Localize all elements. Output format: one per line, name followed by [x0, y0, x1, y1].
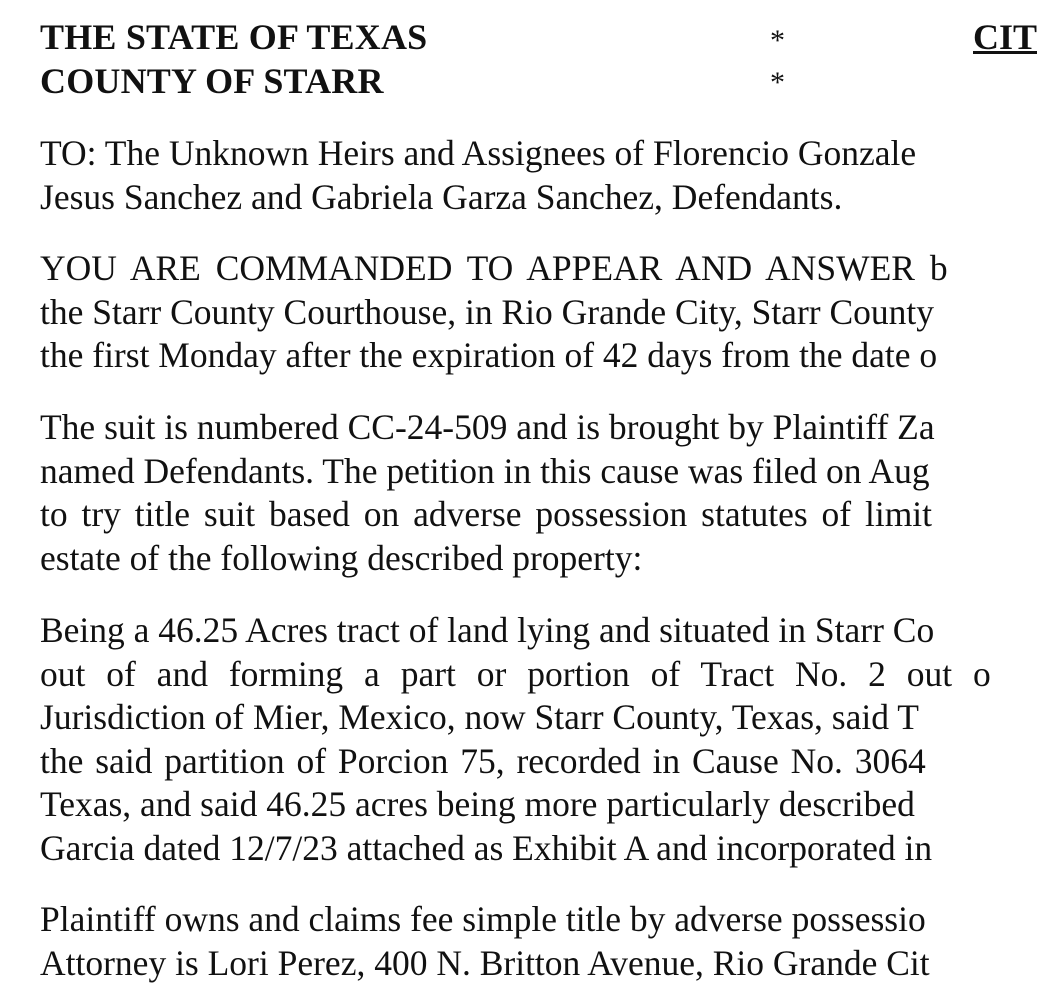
paragraph-line: Plaintiff owns and claims fee simple title by adverse possessio [40, 898, 930, 942]
paragraph-line: YOU ARE COMMANDED TO APPEAR AND ANSWER b [40, 247, 948, 291]
paragraph-line: Jurisdiction of Mier, Mexico, now Starr County, Texas, said T [40, 696, 991, 740]
paragraph-line: TO: The Unknown Heirs and Assignees of Florencio Gonzale [40, 132, 916, 176]
paragraph-line: named Defendants. The petition in this cause was filed on Aug [40, 450, 935, 494]
paragraph-line: The suit is numbered CC-24-509 and is brought by Plaintiff Za [40, 406, 935, 450]
command-paragraph [40, 247, 948, 378]
paragraph-line: out of and forming a part or portion of Tract No. 2 out o [40, 653, 991, 697]
paragraph-line: Jesus Sanchez and Gabriela Garza Sanchez, Defendants. [40, 176, 916, 220]
county-heading: COUNTY OF STARR [40, 60, 384, 102]
citation-title: CIT [973, 16, 1037, 58]
paragraph-line: estate of the following described property: [40, 537, 935, 581]
paragraph-line: to try title suit based on adverse possession statutes of limit [40, 493, 935, 537]
paragraph-line: Being a 46.25 Acres tract of land lying and situated in Starr Co [40, 609, 991, 653]
paragraph-line: Attorney is Lori Perez, 400 N. Britton Avenue, Rio Grande Cit [40, 942, 930, 985]
addressee-paragraph [40, 132, 916, 219]
plaintiff-paragraph [40, 898, 930, 985]
state-heading: THE STATE OF TEXAS [40, 16, 427, 58]
paragraph-line: Garcia dated 12/7/23 attached as Exhibit A and incorporated in [40, 827, 991, 871]
paragraph-line: the said partition of Porcion 75, recorded in Cause No. 3064 [40, 740, 991, 784]
suit-paragraph [40, 406, 935, 580]
property-description-paragraph [40, 609, 991, 870]
separator-asterisk: * [770, 26, 785, 56]
paragraph-line: the first Monday after the expiration of 42 days from the date o [40, 334, 948, 378]
paragraph-line: Texas, and said 46.25 acres being more particularly described [40, 783, 991, 827]
paragraph-line: the Starr County Courthouse, in Rio Grande City, Starr County [40, 291, 948, 335]
separator-asterisk: * [770, 68, 785, 98]
